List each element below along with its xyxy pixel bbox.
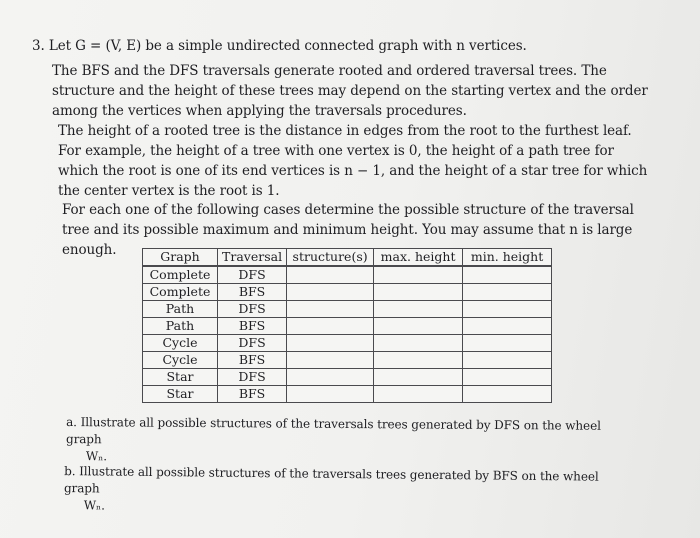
cell-traversal: DFS xyxy=(218,266,287,284)
cell-min-height xyxy=(463,284,552,301)
table-row xyxy=(143,335,552,352)
column-header-traversal: Traversal xyxy=(218,249,287,267)
subquestion-b-text: Illustrate all possible structures of the traversals trees generated by BFS on the wheel graph xyxy=(63,464,599,496)
cell-graph: Star xyxy=(143,369,218,386)
cell-structures xyxy=(287,284,374,301)
cell-max-height xyxy=(374,301,463,318)
subquestion-a-text: Illustrate all possible structures of the traversals trees generated by DFS on the wheel graph xyxy=(65,415,601,447)
cell-graph: Star xyxy=(143,386,218,403)
table-row xyxy=(143,352,552,369)
cell-min-height xyxy=(463,301,552,318)
cell-structures xyxy=(287,369,374,386)
cell-traversal: BFS xyxy=(218,386,287,403)
subquestion-a xyxy=(66,414,626,469)
question-header-text: Let G = (V, E) be a simple undirected connected graph with n vertices. xyxy=(48,38,527,54)
subquestion-b-graph: Wₙ. xyxy=(83,498,105,513)
column-header-min-height: min. height xyxy=(463,249,552,267)
cell-max-height xyxy=(374,369,463,386)
table-header-row xyxy=(143,249,552,267)
cell-graph: Cycle xyxy=(143,335,218,352)
table-row xyxy=(143,301,552,318)
cell-min-height xyxy=(463,386,552,403)
traversal-table xyxy=(142,248,552,403)
cell-structures xyxy=(287,335,374,352)
paragraph-instructions: For each one of the following cases determine the possible structure of the traversal tree and its possible maximum and minimum height. You may assume that n is large enough. xyxy=(62,202,634,258)
cell-traversal: BFS xyxy=(218,284,287,301)
question-header xyxy=(32,36,672,56)
cell-structures xyxy=(287,301,374,318)
subquestion-a-graph: Wₙ. xyxy=(85,449,107,464)
column-header-structures: structure(s) xyxy=(287,249,374,267)
cell-min-height xyxy=(463,335,552,352)
cell-min-height xyxy=(463,318,552,335)
subquestion-b xyxy=(64,463,625,520)
cell-structures xyxy=(287,318,374,335)
cell-max-height xyxy=(374,386,463,403)
cell-traversal: BFS xyxy=(218,352,287,369)
cell-structures xyxy=(287,352,374,369)
table-row xyxy=(143,386,552,403)
table-row xyxy=(143,266,552,284)
question-number: 3. xyxy=(32,38,45,54)
cell-graph: Cycle xyxy=(143,352,218,369)
cell-traversal: DFS xyxy=(218,369,287,386)
paragraph-traversal-trees: The BFS and the DFS traversals generate rooted and ordered traversal trees. The structure and the height of these trees may depend on the starting vertex and the order among the vertices when applying the traversals procedures. xyxy=(52,63,648,119)
cell-max-height xyxy=(374,284,463,301)
cell-structures xyxy=(287,386,374,403)
cell-traversal: BFS xyxy=(218,318,287,335)
cell-min-height xyxy=(463,369,552,386)
cell-graph: Complete xyxy=(143,284,218,301)
table-row xyxy=(143,284,552,301)
cell-graph: Complete xyxy=(143,266,218,284)
cell-traversal: DFS xyxy=(218,335,287,352)
paragraph-tree-height: The height of a rooted tree is the distance in edges from the root to the furthest leaf. For example, the height of a tree with one vertex is 0, the height of a path tree for which the root is one of its end vertices is n − 1, and the height of a star tree for which the center vertex is the root is 1. xyxy=(58,123,648,199)
column-header-max-height: max. height xyxy=(374,249,463,267)
subquestion-a-label: a. xyxy=(66,415,77,430)
cell-max-height xyxy=(374,266,463,284)
table-row xyxy=(143,369,552,386)
cell-graph: Path xyxy=(143,301,218,318)
cell-traversal: DFS xyxy=(218,301,287,318)
table-row xyxy=(143,318,552,335)
cell-max-height xyxy=(374,318,463,335)
cell-structures xyxy=(287,266,374,284)
cell-graph: Path xyxy=(143,318,218,335)
subquestion-b-label: b. xyxy=(64,464,76,479)
cell-min-height xyxy=(463,266,552,284)
column-header-graph: Graph xyxy=(143,249,218,267)
cell-min-height xyxy=(463,352,552,369)
cell-max-height xyxy=(374,335,463,352)
cell-max-height xyxy=(374,352,463,369)
